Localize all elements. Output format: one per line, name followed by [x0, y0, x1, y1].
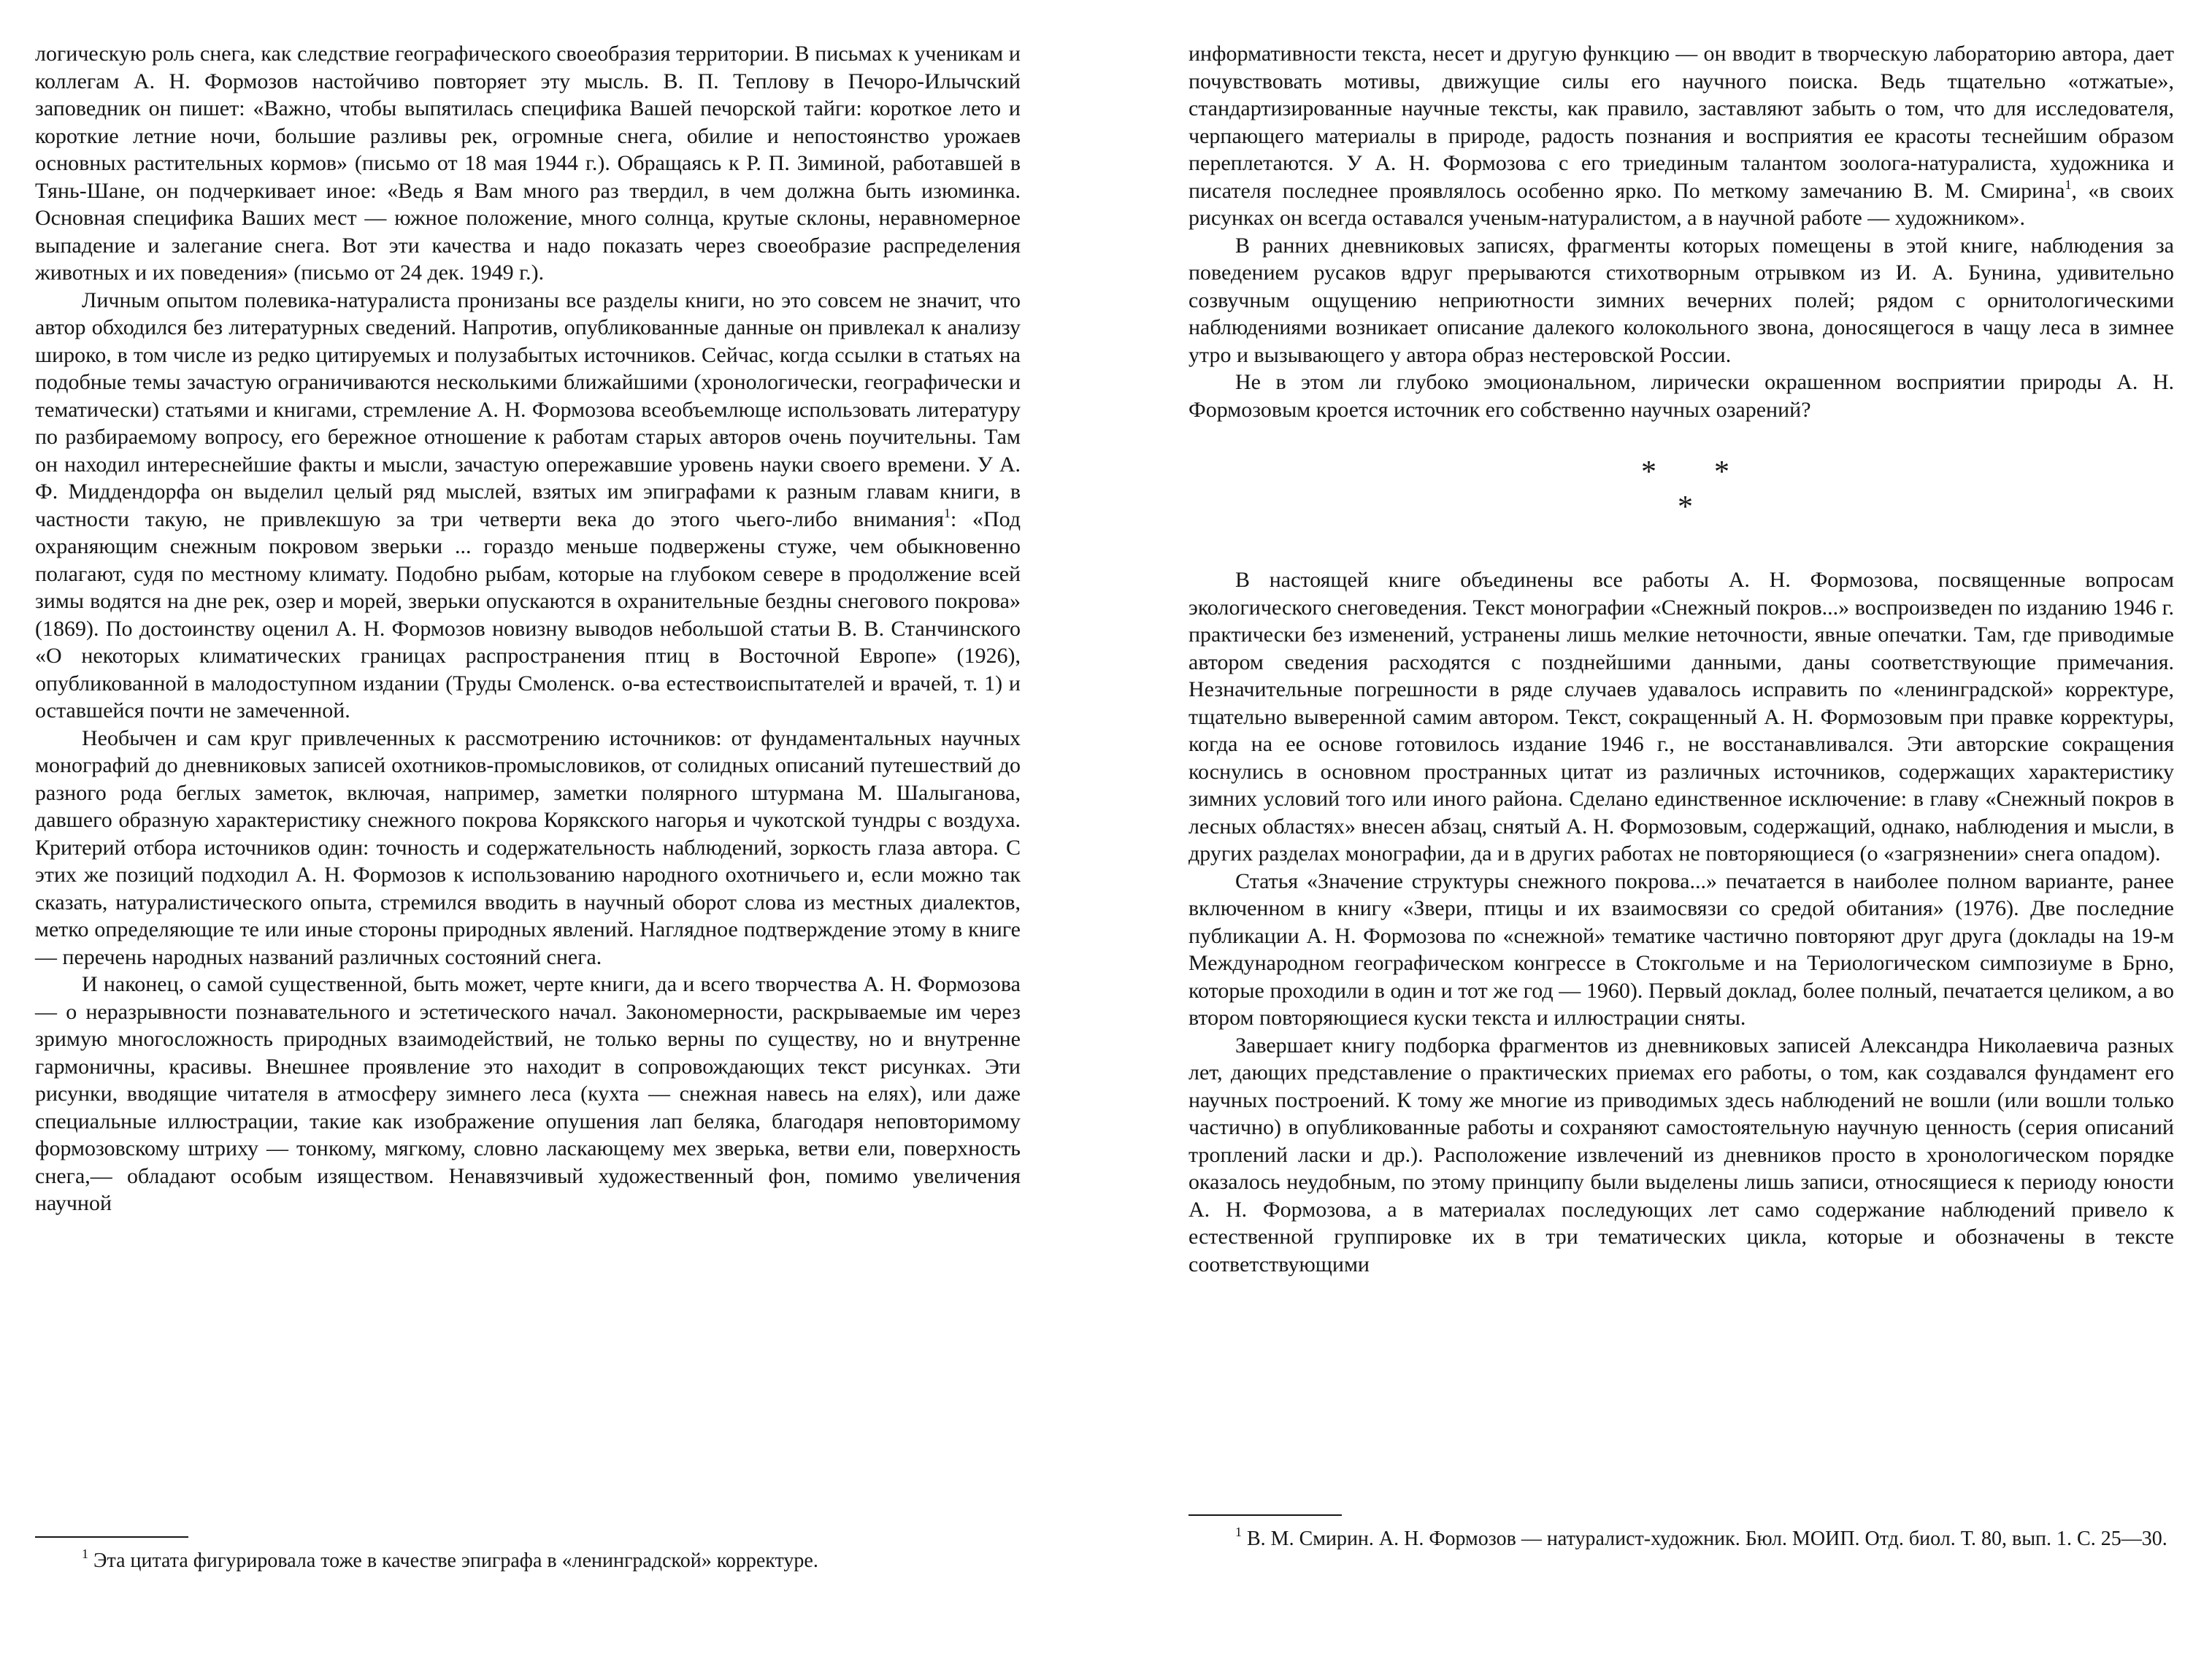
paragraph-text: Личным опытом полевика-натуралиста пронизаны все разделы книги, но это совсем не значит, что автор обходился без литературных сведений. Напротив, опубликованные данные он привлекал к анализу широко, в том числе из редко цитируемых и полузабытых источников. Сейчас, когда ссылки в статьях на подобные темы зачастую ограничиваются несколькими ближайшими (хронологически, географически и тематически) статьями и книгами, стремление А. Н. Формозова всеобъемлюще использовать литературу по разбираемому вопросу, его бережное отношение к работам старых авторов очень поучительны. Там он находил интереснейшие факты и мысли, зачастую опережавшие уровень науки своего времени. У А. Ф. Миддендорфа он выделил целый ряд мыслей, взятых им эпиграфами к разным главам книги, в частности такую, не привлекшую за три четверти века до этого чьего-либо внимания	[35, 288, 1021, 531]
paragraph: В настоящей книге объединены все работы А. Н. Формозова, посвященные вопросам экологического снеговедения. Текст монографии «Снежный покров...» воспроизведен по изданию 1946 г. практически без изменений, устранены лишь мелкие неточности, явные опечатки. Там, где приводимые автором сведения расходятся с позднейшими данными, даны соответствующие примечания. Незначительные погрешности в ряде случаев удавалось исправить по «ленинградской» корректуре, тщательно выверенной самим автором. Текст, сокращенный А. Н. Формозовым при правке корректуры, когда на ее основе готовилось издание 1946 г., не восстанавливался. Эти авторские сокращения коснулись в основном пространных цитат из различных источников, содержащих характеристику зимних условий того или иного района. Сделано единственное исключение: в главу «Снежный покров в лесных областях» внесен абзац, снятый А. Н. Формозовым, содержащий, однако, наблюдения и мысли, в других разделах монографии, да и в других работах не повторяющиеся (о «загрязнении» снега опадом).	[1188, 568, 2174, 866]
section-break-asterism	[1188, 457, 2174, 537]
asterisk: *	[1641, 455, 1656, 489]
asterisk: *	[1714, 455, 1729, 489]
quote-text: , «в своих рисунках он всегда оставался ученым-натуралистом, а в научной работе — художником».	[1188, 178, 2174, 230]
asterisk: *	[1678, 490, 1693, 524]
paragraph	[1188, 40, 2174, 232]
footnote-area	[35, 1536, 1021, 1574]
paragraph-text: информативности текста, несет и другую функцию — он вводит в творческую лабораторию автора, дает почувствовать мотивы, движущие силы его научного поиска. Ведь тщательно «отжатые», стандартизированные научные тексты, как правило, заставляют забыть о том, что для исследователя, черпающего материалы в природе, радость познания и восприятия ее красоты теснейшим образом переплетаются. У А. Н. Формозова с его триединым талантом зоолога-натуралиста, художника и писателя последнее проявлялось особенно ярко. По меткому замечанию В. М. Смирина	[1188, 42, 2174, 203]
right-page	[1188, 40, 2174, 1631]
footnote	[35, 1548, 1021, 1574]
paragraph: В ранних дневниковых записях, фрагменты которых помещены в этой книге, наблюдения за поведением русаков вдруг прерываются стихотворным отрывком из И. А. Бунина, удивительно созвучным ощущению неприютности зимних вечерних полей; рядом с орнитологическими наблюдениями возникает описание далекого колокольного звона, доносящегося в чащу леса в зимнее утро и вызывающего у автора образ нестеровской России.	[1188, 233, 2174, 367]
footnote-number: 1	[82, 1546, 88, 1561]
paragraph: Статья «Значение структуры снежного покрова...» печатается в наиболее полном варианте, ранее включенном в книгу «Звери, птицы и их взаимосвязи со средой обитания» (1976). Две последние публикации А. Н. Формозова по «снежной» тематике частично повторяют друг друга (доклады на 19-м Международном географическом конгрессе в Стокгольме и на Териологическом симпозиуме в Брно, которые проходили в один и тот же год — 1960). Первый доклад, более полный, печатается целиком, а во втором повторяющиеся куски текста и иллюстрации сняты.	[1188, 868, 2174, 1030]
paragraph: Необычен и сам круг привлеченных к рассмотрению источников: от фундаментальных научных монографий до дневниковых записей охотников-промысловиков, от солидных описаний путешествий до разного рода беглых заметок, включая, например, заметки полярного штурмана М. Шалыганова, давшего образную характеристику снежного покрова Корякского нагорья и чукотской тундры с воздуха. Критерий отбора источников один: точность и содержательность наблюдений, зоркость глаза автора. С этих же позиций подходил А. Н. Формозов к использованию народного охотничьего и, если можно так сказать, натуралистического опыта, стремился вводить в научный оборот слова из местных диалектов, метко определяющие те или иные стороны природных явлений. Наглядное подтверждение этому в книге — перечень народных названий различных состояний снега.	[35, 725, 1021, 969]
paragraph: Завершает книгу подборка фрагментов из дневниковых записей Александра Николаевича разных лет, дающих представление о практических приемах его работы, о том, как создавался фундамент его научных построений. К тому же многие из приводимых здесь наблюдений не вошли (или вошли только частично) в опубликованные работы и сохраняют самостоятельную научную ценность (серия описаний троплений ласки и др.). Расположение извлечений из дневников просто в хронологическом порядке оказалось неудобным, по этому принципу были выделены лишь записи, относящиеся к периоду юности А. Н. Формозова, а в материалах последующих лет само содержание наблюдений привело к естественной группировке их в три тематических цикла, которые и обозначены в тексте соответствующими	[1188, 1033, 2174, 1276]
quote-text: : «Под охраняющим снежным покровом зверьки ... гораздо меньше подвержены стуже, чем обыкновенно полагают, судя по местному климату. Подобно рыбам, которые на глубоком севере в продолжение всей зимы водятся на дне рек, озер и морей, зверьки опускаются в охранительные бездны снегового покрова» (1869). По достоинству оценил А. Н. Формозов новизну выводов небольшой статьи В. В. Станчинского «О некоторых климатических границах распространения птиц в Восточной Европе» (1926), опубликованной в малодоступном издании (Труды Смоленск. о-ва естествоиспытателей и врачей, т. 1) и оставшейся почти не замеченной.	[35, 506, 1021, 723]
footnote-number: 1	[1235, 1525, 1242, 1539]
footnote-marker: 1	[2065, 177, 2072, 192]
footnote-marker: 1	[943, 505, 951, 520]
paragraph: И наконец, о самой существенной, быть может, черте книги, да и всего творчества А. Н. Формозова — о неразрывности познавательного и эстетического начал. Закономерности, раскрываемые им через зримую многосложность природных взаимодействий, не только верны по существу, но и внутренне гармоничны, красивы. Внешнее проявление это находит в сопровождающих текст рисунках. Эти рисунки, вводящие читателя в атмосферу зимнего леса (кухта — снежная навесь на елях), или даже специальные иллюстрации, такие как изображение опушения лап беляка, благодаря неповторимому формозовскому штриху — тонкому, мягкому, словно ласкающему мех зверька, ветви ели, поверхность снега,— обладают особым изяществом. Ненавязчивый художественный фон, помимо увеличения научной	[35, 972, 1021, 1215]
paragraph: логическую роль снега, как следствие географического своеобразия территории. В письмах к ученикам и коллегам А. Н. Формозов настойчиво повторяет эту мысль. В. П. Теплову в Печоро-Илычский заповедник он пишет: «Важно, чтобы выпятилась специфика Вашей печорской тайги: короткое лето и короткие летние ночи, большие разливы рек, огромные снега, обилие и непостоянство урожаев основных растительных кормов» (письмо от 18 мая 1944 г.). Обращаясь к Р. П. Зиминой, работавшей в Тянь-Шане, он подчеркивает иное: «Ведь я Вам много раз твердил, в чем должна быть изюминка. Основная специфика Ваших мест — южное положение, много солнца, крутые склоны, неравномерное выпадение и залегание снега. Вот эти качества и надо показать через своеобразие распределения животных и их поведения» (письмо от 24 дек. 1949 г.).	[35, 42, 1021, 285]
footnote-divider	[35, 1536, 188, 1538]
footnote-text: Эта цитата фигурировала тоже в качестве эпиграфа в «ленинградской» корректуре.	[93, 1549, 818, 1572]
paragraph: Не в этом ли глубоко эмоциональном, лирически окрашенном восприятии природы А. Н. Формозовым кроется источник его собственно научных озарений?	[1188, 370, 2174, 422]
footnote-divider	[1188, 1514, 1342, 1516]
left-page	[35, 40, 1021, 1631]
paragraph	[35, 287, 1021, 725]
footnote-area	[1188, 1514, 2174, 1552]
footnote	[1188, 1526, 2174, 1552]
footnote-text: В. М. Смирин. А. Н. Формозов — натуралист-художник. Бюл. МОИП. Отд. биол. Т. 80, вып. 1. С. 25—30.	[1247, 1528, 2167, 1550]
